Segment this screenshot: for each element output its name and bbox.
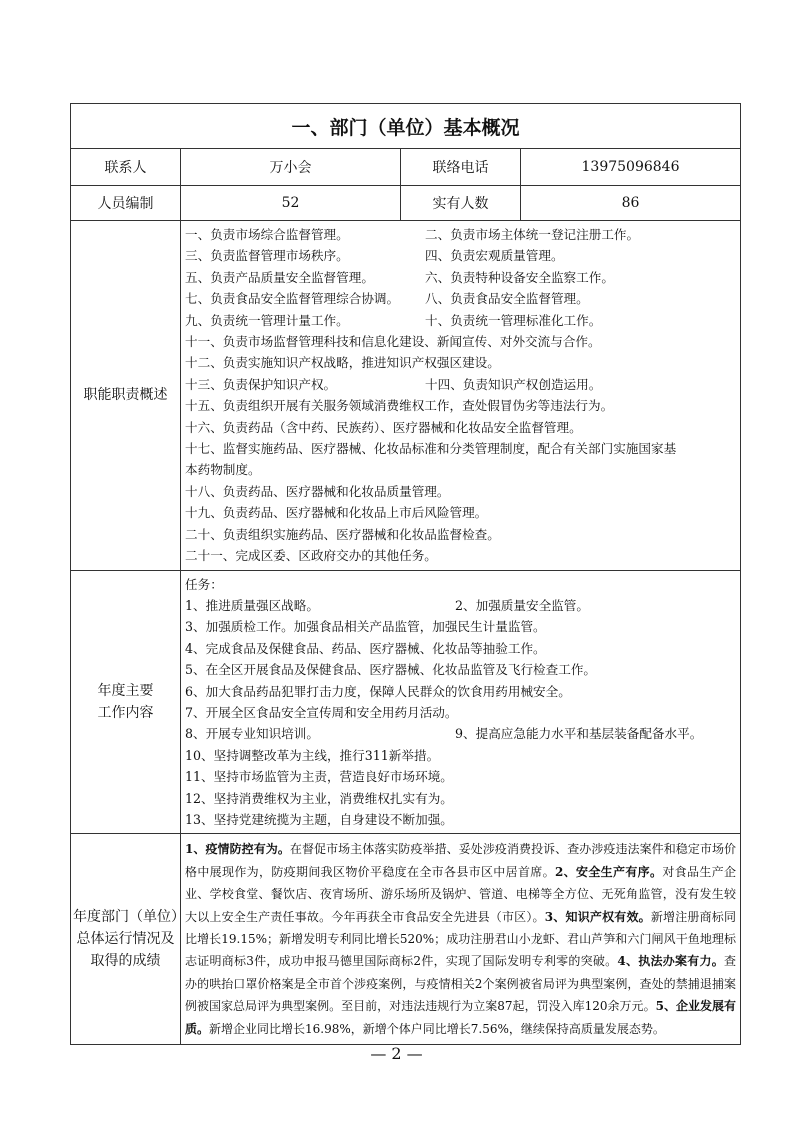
list-item: 8、开展专业知识培训。 [185, 726, 319, 742]
list-item: 十六、负责药品（含中药、民族药）、医疗器械和化妆品安全监督管理。 [185, 419, 582, 435]
list-line [185, 245, 736, 266]
achievements-label-line: 取得的成绩 [90, 953, 161, 970]
achievement-text: 查办的哄抬口罩价格案是全市首个涉疫案例，与疫情相关2个案例被省局评为典型案例，查处的禁捕退捕案例被国家总局评为典型案例。至目前，对违法违规行为立案87起，罚没入库120余万元。 [185, 954, 737, 1014]
list-line [185, 745, 736, 766]
achievement-heading: 1、疫情防控有为。 [185, 842, 290, 857]
list-item: 3、加强质检工作。加强食品相关产品监管，加强民生计量监管。 [185, 619, 546, 635]
list-line [185, 481, 736, 502]
annual-label-line: 年度主要 [97, 682, 154, 699]
achievement-text: 新增注册商标同比增长19.15%；新增发明专利同比增长520%；成功注册君山小龙虾、君山芦笋和六门闸风干鱼地理标志证明商标3件，成功申报马德里国际商标2件，实现了国际发明专利零的突破。 [185, 909, 737, 969]
list-item: 本药物制度。 [185, 462, 261, 478]
list-line [185, 638, 736, 659]
list-line [185, 374, 736, 395]
achievements-content [181, 834, 741, 1045]
annual-content [181, 570, 741, 834]
list-line [185, 224, 736, 245]
duties-label: 职能职责概述 [71, 221, 181, 571]
contact-label: 联系人 [71, 149, 181, 186]
staff-label: 人员编制 [71, 186, 181, 221]
actual-label: 实有人数 [401, 186, 521, 221]
list-item: 二十一、完成区委、区政府交办的其他任务。 [185, 548, 437, 564]
staff-value: 52 [181, 186, 401, 221]
list-item: 2、加强质量安全监管。 [455, 597, 589, 613]
list-line [185, 702, 736, 723]
list-item: 十九、负责药品、医疗器械和化妆品上市后风险管理。 [185, 505, 488, 521]
list-item: 十一、负责市场监督管理科技和信息化建设、新闻宣传、对外交流与合作。 [185, 334, 601, 350]
achievements-label [71, 834, 185, 1045]
achievement-text: 新增企业同比增长16.98%，新增个体户同比增长7.56%，继续保持高质量发展态势。 [209, 1021, 665, 1036]
achievement-heading: 5、企业发展有质。 [185, 999, 737, 1036]
achievement-text: 在督促市场主体落实防疫举措、妥处涉疫消费投诉、查办涉疫违法案件和稳定市场价格中展现作为，防疫期间我区物价平稳度在全市各县市区中居首席。 [185, 842, 737, 879]
list-line [185, 595, 736, 616]
list-item: 1、推进质量强区战略。 [185, 597, 319, 613]
list-line [185, 417, 736, 438]
list-line [185, 288, 736, 309]
annual-label [71, 570, 181, 834]
list-item: 九、负责统一管理计量工作。 [185, 312, 349, 328]
achievement-heading: 2、安全生产有序。 [554, 864, 663, 879]
list-item: 7、开展全区食品安全宣传周和安全用药月活动。 [185, 704, 458, 720]
list-line [185, 766, 736, 787]
list-item: 二、负责市场主体统一登记注册工作。 [425, 227, 640, 242]
list-item: 四、负责宏观质量管理。 [425, 248, 564, 264]
achievement-heading: 4、执法办案有力。 [617, 954, 724, 969]
list-item: 9、提高应急能力水平和基层装备配备水平。 [455, 726, 703, 742]
list-line [185, 502, 736, 523]
list-line [185, 616, 736, 637]
actual-value: 86 [521, 186, 741, 221]
list-line [185, 574, 736, 595]
list-item: 6、加大食品药品犯罪打击力度，保障人民群众的饮食用药用械安全。 [185, 683, 571, 699]
list-line [185, 331, 736, 352]
phone-value: 13975096846 [521, 149, 741, 186]
annual-label-line: 工作内容 [97, 704, 154, 721]
list-item: 十四、负责知识产权创造运用。 [425, 376, 602, 392]
list-item: 三、负责监督管理市场秩序。 [185, 248, 349, 264]
list-line [185, 788, 736, 809]
list-line [185, 352, 736, 373]
list-item: 二十、负责组织实施药品、医疗器械和化妆品监督检查。 [185, 526, 500, 542]
achievements-label-line: 年度部门（单位） [73, 909, 185, 926]
list-item: 十八、负责药品、医疗器械和化妆品质量管理。 [185, 483, 450, 499]
list-item: 十七、监督实施药品、医疗器械、化妆品标准和分类管理制度，配合有关部门实施国家基 [185, 441, 677, 457]
list-item: 一、负责市场综合监督管理。 [185, 227, 349, 242]
list-item: 12、坚持消费维权为主业，消费维权扎实有为。 [185, 790, 453, 806]
list-line [185, 681, 736, 702]
overview-table [70, 103, 741, 1045]
list-item: 五、负责产品质量安全监督管理。 [185, 269, 374, 285]
list-item: 10、坚持调整改革为主线，推行311新举措。 [185, 747, 440, 763]
list-item: 13、坚持党建统揽为主题，自身建设不断加强。 [185, 811, 453, 827]
list-line [185, 459, 736, 480]
list-line [185, 524, 736, 545]
achievements-label-line: 总体运行情况及 [76, 931, 175, 948]
contact-value: 万小会 [181, 149, 401, 186]
page-number: — 2 — [370, 1044, 423, 1063]
phone-label: 联络电话 [401, 149, 521, 186]
list-item: 任务： [185, 576, 223, 592]
list-item: 5、在全区开展食品及保健食品、医疗器械、化妆品监管及飞行检查工作。 [185, 662, 597, 678]
list-line [185, 723, 736, 744]
list-item: 六、负责特种设备安全监察工作。 [425, 269, 614, 285]
list-item: 七、负责食品安全监督管理综合协调。 [185, 291, 400, 307]
achievement-text: 对食品生产企业、学校食堂、餐饮店、夜宵场所、游乐场所及锅炉、管道、电梯等全方位、无死角监管，没有发生较大以上安全生产责任事故。今年再获全市食品安全先进县（市区）。 [185, 864, 737, 924]
list-line [185, 809, 736, 830]
list-item: 十二、负责实施知识产权战略，推进知识产权强区建设。 [185, 355, 500, 371]
list-line [185, 438, 736, 459]
duties-content [181, 221, 741, 571]
list-item: 十三、负责保护知识产权。 [185, 376, 337, 392]
list-line [185, 545, 736, 566]
table-title: 一、部门（单位）基本概况 [71, 104, 741, 149]
list-item: 4、完成食品及保健食品、药品、医疗器械、化妆品等抽验工作。 [185, 640, 546, 656]
list-item: 十五、负责组织开展有关服务领域消费维权工作，查处假冒伪劣等违法行为。 [185, 398, 614, 414]
list-item: 11、坚持市场监管为主责，营造良好市场环境。 [185, 769, 453, 785]
list-line [185, 310, 736, 331]
list-line [185, 659, 736, 680]
achievement-heading: 3、知识产权有效。 [544, 909, 651, 924]
list-line [185, 267, 736, 288]
list-line [185, 395, 736, 416]
list-item: 十、负责统一管理标准化工作。 [425, 312, 602, 328]
list-item: 八、负责食品安全监督管理。 [425, 291, 589, 307]
